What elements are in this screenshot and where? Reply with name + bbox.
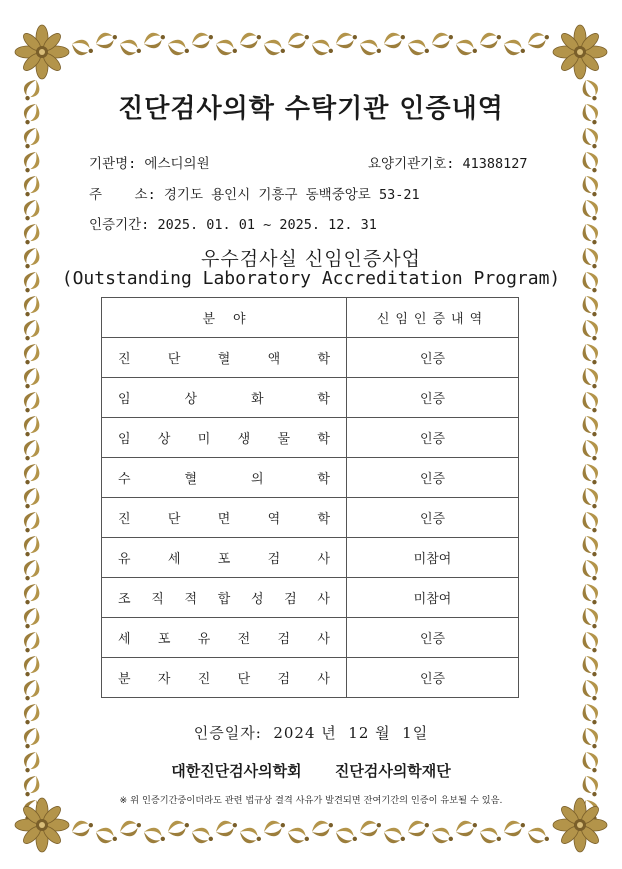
issuer-foundation: 진단검사의학재단 bbox=[334, 762, 451, 780]
field-cell bbox=[102, 658, 347, 698]
field-char: 의 bbox=[250, 472, 264, 487]
result-cell: 인증 bbox=[347, 618, 519, 658]
field-char: 성 bbox=[250, 592, 264, 607]
field-char: 학 bbox=[317, 512, 330, 527]
field-char: 진 bbox=[118, 352, 131, 367]
address-value: 경기도 용인시 기흥구 동백중앙로 53-21 bbox=[163, 187, 420, 203]
program-title-ko: 우수검사실 신임인증사업 bbox=[201, 248, 421, 270]
field-char: 진 bbox=[197, 672, 211, 687]
field-char: 역 bbox=[267, 512, 281, 527]
field-char: 학 bbox=[317, 352, 330, 367]
field-char: 사 bbox=[317, 632, 330, 647]
table-row bbox=[102, 538, 519, 578]
address-label: 주 소: bbox=[89, 187, 156, 203]
field-char: 학 bbox=[317, 392, 330, 407]
field-char: 직 bbox=[151, 592, 164, 607]
table-row bbox=[102, 618, 519, 658]
code-label: 요양기관기호: bbox=[368, 156, 455, 172]
field-char: 화 bbox=[250, 392, 264, 407]
table-row bbox=[102, 418, 519, 458]
field-char: 학 bbox=[317, 432, 330, 447]
org-label: 기관명: bbox=[89, 156, 137, 172]
field-char: 혈 bbox=[184, 472, 198, 487]
field-cell bbox=[102, 538, 347, 578]
field-char: 세 bbox=[167, 552, 181, 567]
field-char: 단 bbox=[167, 512, 181, 527]
page-title: 진단검사의학 수탁기관 인증내역 bbox=[118, 94, 504, 124]
field-char: 사 bbox=[317, 592, 330, 607]
table-row bbox=[102, 498, 519, 538]
field-char: 상 bbox=[157, 432, 171, 447]
field-char: 물 bbox=[277, 432, 291, 447]
header-field-char: 야 bbox=[233, 312, 246, 327]
result-cell: 인증 bbox=[347, 658, 519, 698]
field-char: 세 bbox=[118, 632, 131, 647]
result-cell: 인증 bbox=[347, 498, 519, 538]
field-char: 검 bbox=[277, 632, 291, 647]
field-char: 사 bbox=[317, 672, 330, 687]
field-char: 생 bbox=[237, 432, 251, 447]
field-char: 단 bbox=[237, 672, 251, 687]
issuer-society: 대한진단검사의학회 bbox=[171, 762, 302, 780]
result-cell: 인증 bbox=[347, 458, 519, 498]
table-row bbox=[102, 458, 519, 498]
field-char: 합 bbox=[217, 592, 231, 607]
accreditation-date: 인증일자: 2024 년 12 월 1일 bbox=[193, 724, 429, 742]
org-value: 에스디의원 bbox=[144, 156, 210, 172]
field-char: 학 bbox=[317, 472, 330, 487]
field-cell bbox=[102, 498, 347, 538]
header-result bbox=[347, 298, 519, 338]
field-char: 면 bbox=[217, 512, 231, 527]
field-char: 단 bbox=[167, 352, 181, 367]
field-char: 포 bbox=[217, 552, 231, 567]
field-cell bbox=[102, 338, 347, 378]
table-row bbox=[102, 578, 519, 618]
period-value: 2025. 01. 01 ~ 2025. 12. 31 bbox=[157, 217, 377, 233]
field-char: 미 bbox=[197, 432, 211, 447]
field-char: 유 bbox=[118, 552, 131, 567]
program-title-en: (Outstanding Laboratory Accreditation Program) bbox=[61, 268, 561, 289]
result-cell: 인증 bbox=[347, 378, 519, 418]
code-line bbox=[368, 152, 528, 172]
field-char: 임 bbox=[118, 392, 131, 407]
field-char: 검 bbox=[284, 592, 297, 607]
result-cell: 인증 bbox=[347, 418, 519, 458]
table-header-row bbox=[102, 298, 519, 338]
result-cell: 인증 bbox=[347, 338, 519, 378]
field-cell bbox=[102, 418, 347, 458]
table-row bbox=[102, 378, 519, 418]
field-char: 액 bbox=[267, 352, 281, 367]
header-result-label: 신임인증내역 bbox=[376, 312, 489, 327]
result-cell: 미참여 bbox=[347, 538, 519, 578]
field-char: 유 bbox=[197, 632, 211, 647]
field-char: 상 bbox=[184, 392, 198, 407]
field-cell bbox=[102, 378, 347, 418]
field-char: 임 bbox=[118, 432, 131, 447]
code-value: 41388127 bbox=[462, 156, 528, 172]
period-label: 인증기간: bbox=[89, 217, 150, 233]
field-char: 검 bbox=[267, 552, 281, 567]
result-cell: 미참여 bbox=[347, 578, 519, 618]
address-line bbox=[89, 183, 420, 203]
field-char: 진 bbox=[118, 512, 131, 527]
field-char: 분 bbox=[118, 672, 131, 687]
table-row bbox=[102, 658, 519, 698]
field-char: 혈 bbox=[217, 352, 231, 367]
field-char: 사 bbox=[317, 552, 330, 567]
field-cell bbox=[102, 618, 347, 658]
field-char: 적 bbox=[184, 592, 198, 607]
table-row bbox=[102, 338, 519, 378]
org-line bbox=[89, 152, 210, 172]
header-field bbox=[102, 298, 347, 338]
field-char: 자 bbox=[157, 672, 171, 687]
field-char: 검 bbox=[277, 672, 291, 687]
field-char: 포 bbox=[157, 632, 171, 647]
period-line bbox=[89, 213, 377, 233]
footnote: ※ 위 인증기간중이더라도 관련 법규상 결격 사유가 발견되면 잔여기간의 인증이 유보될 수 있음. bbox=[119, 795, 503, 806]
field-cell bbox=[102, 458, 347, 498]
issuer-line bbox=[0, 760, 622, 781]
field-cell bbox=[102, 578, 347, 618]
field-char: 조 bbox=[118, 592, 131, 607]
field-char: 전 bbox=[237, 632, 251, 647]
field-char: 수 bbox=[118, 472, 131, 487]
accreditation-table bbox=[101, 297, 519, 698]
header-field-char: 분 bbox=[202, 312, 215, 327]
